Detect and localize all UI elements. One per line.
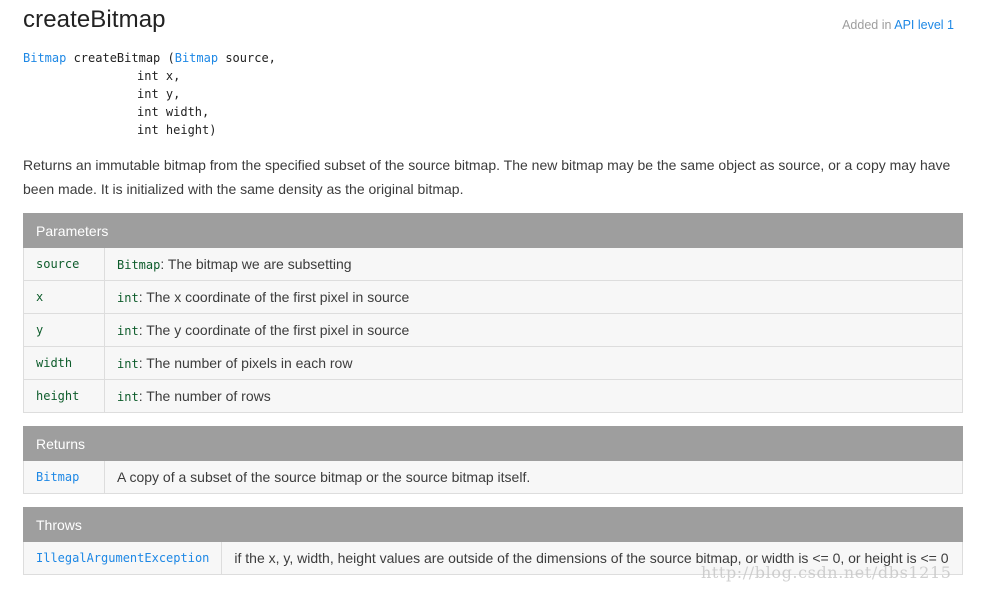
table-row: [24, 248, 963, 281]
signature-param-height: int height): [137, 123, 217, 137]
table-header-row: [24, 427, 963, 461]
api-level-link[interactable]: API level 1: [894, 18, 954, 32]
param-desc-text: : The number of pixels in each row: [138, 355, 353, 371]
table-row: [24, 380, 963, 413]
table-row: [24, 461, 963, 494]
parameters-table: [23, 213, 963, 413]
param-type: int: [117, 390, 139, 404]
param-name: height: [24, 380, 105, 413]
table-header-row: [24, 508, 963, 542]
method-title: createBitmap: [23, 6, 166, 33]
param-type: int: [117, 291, 139, 305]
param-desc-text: : The y coordinate of the first pixel in source: [138, 322, 410, 338]
method-description: Returns an immutable bitmap from the specified subset of the source bitmap. The new bitmap may be the same object as source, or a copy may have been made. It is initialized with the same density as the original bitmap.: [23, 157, 951, 197]
signature-param-source: source,: [218, 51, 276, 65]
exception-description: if the x, y, width, height values are outside of the dimensions of the source bitmap, or width is <= 0, or height is <= 0: [222, 542, 963, 575]
param-desc-text: : The number of rows: [138, 388, 271, 404]
signature-line: [23, 103, 276, 121]
param-description: [105, 380, 963, 413]
param-name: y: [24, 314, 105, 347]
param-name: source: [24, 248, 105, 281]
table-row: [24, 281, 963, 314]
param-type: int: [117, 324, 139, 338]
signature-line: [23, 67, 276, 85]
signature-line: [23, 49, 276, 67]
return-type-link[interactable]: Bitmap: [24, 461, 105, 494]
method-signature: [23, 49, 276, 139]
returns-header: Returns: [24, 427, 963, 461]
param-type-link[interactable]: Bitmap: [117, 258, 161, 272]
param-name: width: [24, 347, 105, 380]
throws-table: [23, 507, 963, 575]
exception-type-link[interactable]: IllegalArgumentException: [24, 542, 222, 575]
param-name: x: [24, 281, 105, 314]
param-type: int: [117, 357, 139, 371]
table-header-row: [24, 214, 963, 248]
api-level-note: [842, 18, 954, 32]
signature-param-width: int width,: [137, 105, 210, 119]
param-description: [105, 347, 963, 380]
param-desc-text: : The x coordinate of the first pixel in source: [138, 289, 410, 305]
param-type-link[interactable]: Bitmap: [174, 51, 219, 65]
throws-header: Throws: [24, 508, 963, 542]
return-description: A copy of a subset of the source bitmap or the source bitmap itself.: [105, 461, 963, 494]
table-row: [24, 542, 963, 575]
watermark-url: http://blog.csdn.net/dbs1215: [701, 563, 952, 582]
param-desc-text: : The bitmap we are subsetting: [160, 256, 352, 272]
table-row: [24, 314, 963, 347]
param-description: [105, 248, 963, 281]
signature-param-y: int y,: [137, 87, 181, 101]
param-description: [105, 314, 963, 347]
added-prefix: Added in: [842, 18, 895, 32]
signature-method-name: createBitmap (: [66, 51, 175, 65]
returns-table: [23, 426, 963, 494]
signature-param-x: int x,: [137, 69, 181, 83]
signature-line: [23, 85, 276, 103]
return-type-link[interactable]: Bitmap: [23, 51, 67, 65]
signature-line: [23, 121, 276, 139]
table-row: [24, 347, 963, 380]
parameters-header: Parameters: [24, 214, 963, 248]
param-description: [105, 281, 963, 314]
